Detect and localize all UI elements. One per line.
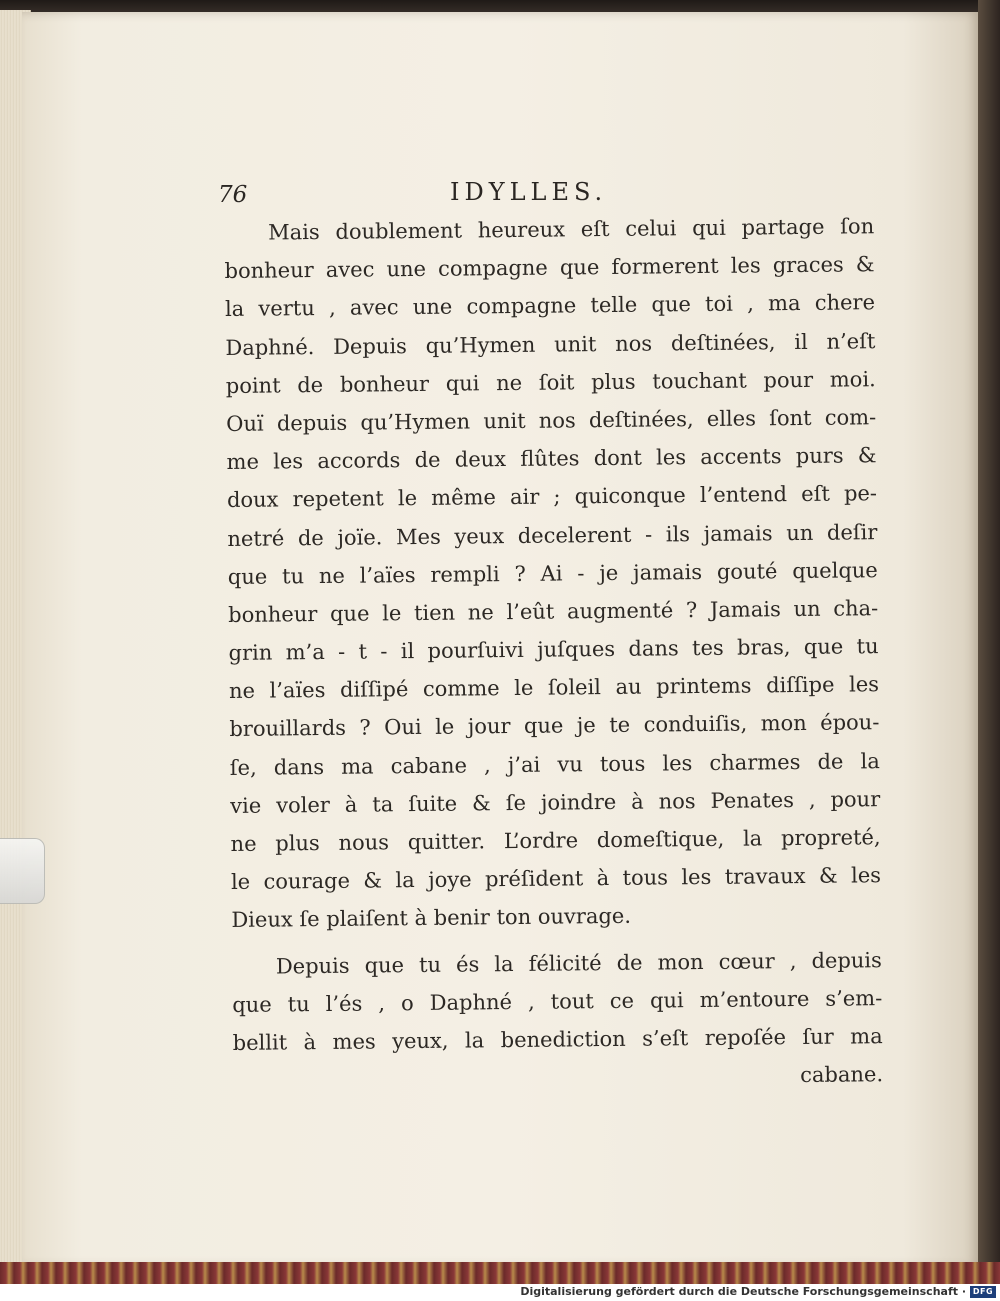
text-line: netré de joïe. Mes yeux decelerent - ils jamais un deſir bbox=[227, 519, 878, 551]
text-line: me les accords de deux flûtes dont les accents purs & bbox=[226, 443, 877, 475]
text-line: vie voler à ta ſuite & ſe joindre à nos Penates , pour bbox=[230, 786, 881, 818]
text-line: point de bonheur qui ne ſoit plus touchant pour moi. bbox=[225, 366, 876, 398]
page-clip bbox=[0, 838, 45, 904]
text-line: bonheur que le tien ne l’eût augmenté ? Jamais un cha- bbox=[228, 596, 879, 627]
text-line: bonheur avec une compagne que formerent les graces & bbox=[224, 252, 875, 284]
text-line: grin m’a - t - il pourſuivi juſques dans tes bras, que tu bbox=[228, 634, 879, 666]
book-cover-bottom bbox=[0, 1262, 1000, 1284]
text-line: Dieux ſe plaiſent à benir ton ouvrage. bbox=[231, 904, 632, 933]
text-line: Depuis que tu és la félicité de mon cœur , depuis bbox=[275, 947, 882, 979]
text-line: la vertu , avec une compagne telle que toi , ma chere bbox=[224, 290, 876, 322]
text-line: ſe, dans ma cabane , j’ai vu tous les charmes de la bbox=[229, 748, 880, 780]
text-line: doux repetent le même air ; quiconque l’entend eſt pe- bbox=[226, 481, 878, 513]
text-line: que tu l’és , o Daphné , tout ce qui m’entoure s’em- bbox=[232, 985, 883, 1017]
text-line: brouillards ? Oui le jour que je te conduiſis, mon épou- bbox=[229, 710, 880, 742]
page-number: 76 bbox=[218, 182, 248, 208]
digitization-credit: Digitalisierung gefördert durch die Deutsche Forschungsgemeinschaft · bbox=[520, 1285, 966, 1298]
catchword: cabane. bbox=[800, 1062, 884, 1088]
text-line: Daphné. Depuis qu’Hymen unit nos deſtinées, il n’eſt bbox=[225, 328, 876, 360]
text-line: ne plus nous quitter. L’ordre domeſtique, la propreté, bbox=[230, 825, 881, 856]
book-cover-right bbox=[978, 0, 1000, 1290]
text-line: que tu ne l’aïes rempli ? Ai - je jamais gouté quelque bbox=[227, 557, 878, 589]
text-line: Mais doublement heureux eſt celui qui partage ſon bbox=[268, 214, 875, 245]
text-line: le courage & la joye préſident à tous les travaux & les bbox=[230, 863, 882, 895]
body-text bbox=[224, 207, 883, 1100]
text-line: bellit à mes yeux, la benediction s’eſt repoſée ſur ma bbox=[232, 1024, 883, 1055]
text-line: Ouï depuis qu’Hymen unit nos deſtinées, elles ſont com- bbox=[226, 405, 877, 436]
running-title: IDYLLES. bbox=[450, 178, 608, 206]
text-line: ne l’aïes diſſipé comme le ſoleil au printems diſſipe les bbox=[228, 672, 880, 704]
dfg-logo-icon: DFG bbox=[970, 1286, 996, 1298]
